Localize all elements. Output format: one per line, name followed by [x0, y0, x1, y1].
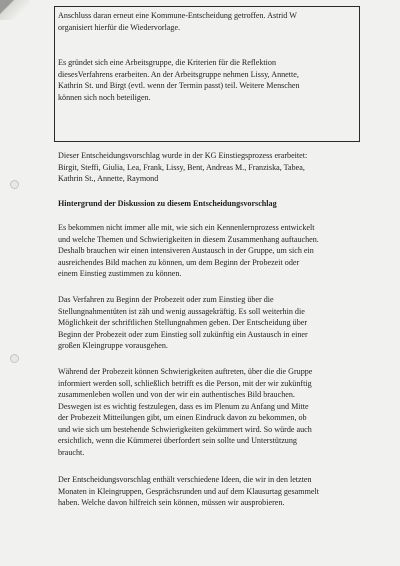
box-paragraph	[58, 57, 362, 103]
text-line: Deshalb brauchen wir einen intensiveren Austausch in der Gruppe, um sich ein	[58, 246, 314, 255]
body-paragraph	[58, 366, 362, 458]
text-line: diesesVerfahrens erarbeiten. An der Arbeitsgruppe nehmen Lissy, Annette,	[58, 69, 299, 79]
text-line: ersichtlich, wenn die Kümmerei überfordert sein sollte und Unterstützung	[58, 436, 297, 445]
text-line: Stellungnahmentüten ist zäh und wenig aussagekräftig. Es soll weiterhin die	[58, 306, 305, 316]
text-line: Es bekommen nicht immer alle mit, wie sich ein Kennenlernprozess entwickelt	[58, 223, 315, 232]
text-line: Während der Probezeit können Schwierigkeiten auftreten, über die die Gruppe	[58, 367, 313, 376]
body-paragraph	[58, 474, 362, 509]
text-line: und wie sich um bestehende Schwierigkeiten gekümmert wird. So würde auch	[58, 424, 312, 434]
text-line: Birgit, Steffi, Giulia, Lea, Frank, Lissy, Bent, Andreas M., Franziska, Tabea,	[58, 162, 305, 172]
intro-paragraph	[58, 150, 362, 185]
text-line: Das Verfahren zu Beginn der Probezeit oder zum Einstieg über die	[58, 295, 274, 304]
text-line: Deswegen ist es wichtig festzulegen, dass es im Plenum zu Anfang und Mitte	[58, 401, 309, 411]
text-line: Der Entscheidungsvorschlag enthält verschiedene Ideen, die wir in den letzten	[58, 475, 312, 484]
folded-corner	[0, 0, 14, 14]
text-line: Monaten in Kleingruppen, Gesprächsrunden und auf dem Klausurtag gesammelt	[58, 486, 319, 496]
punch-hole-top	[10, 180, 19, 189]
punch-hole-bottom	[10, 354, 19, 363]
text-line: Möglichkeit der schriftlichen Stellungnahmen geben. Der Entscheidung über	[58, 318, 308, 327]
text-line: organisiert hierfür die Wiedervorlage.	[58, 22, 181, 32]
text-line: Es gründet sich eine Arbeitsgruppe, die Kriterien für die Reflektion	[58, 58, 277, 67]
text-line: haben. Welche davon hilfreich sein können, müssen wir ausprobieren.	[58, 498, 285, 507]
text-line: großen Kleingruppe vorausgehen.	[58, 341, 168, 350]
text-line: Anschluss daran erneut eine Kommune-Entscheidung getroffen. Astrid W	[58, 11, 297, 20]
body-paragraph	[58, 222, 362, 280]
body-paragraph	[58, 294, 362, 352]
text-line: ausreichendes Bild machen zu können, um dem Beginn der Probezeit oder	[58, 257, 300, 267]
text-line: einem Einstieg zustimmen zu können.	[58, 269, 182, 278]
text-line: Dieser Entscheidungsvorschlag wurde in der KG Einstiegsprozess erarbeitet:	[58, 151, 308, 160]
text-line: der Probezeit Mitteilungen gibt, um einen Eindruck davon zu bekommen, ob	[58, 413, 307, 422]
text-line: können sich noch beteiligen.	[58, 92, 151, 102]
text-line: und welche Themen und Schwierigkeiten in diesem Zusammenhang auftauchen.	[58, 234, 319, 244]
heading-text: Hintergrund der Diskussion zu diesem Entscheidungsvorschlag	[58, 199, 277, 208]
text-line: Beginn der Probezeit oder zum Einstieg soll zukünftig ein Austausch in einer	[58, 329, 308, 339]
text-line: Kathrin St. und Birgt (evtl. wenn der Termin passt) teil. Weitere Menschen	[58, 81, 300, 90]
text-line: Kathrin St., Annette, Raymond	[58, 174, 159, 183]
text-line: braucht.	[58, 447, 85, 457]
text-line: zusammenleben wollen und von der wir ein authentisches Bild brauchen.	[58, 390, 295, 399]
section-heading	[58, 198, 362, 210]
box-paragraph	[58, 10, 362, 33]
text-line: informiert werden soll, schließlich betrifft es die Person, mit der wir zukünftig	[58, 378, 312, 388]
